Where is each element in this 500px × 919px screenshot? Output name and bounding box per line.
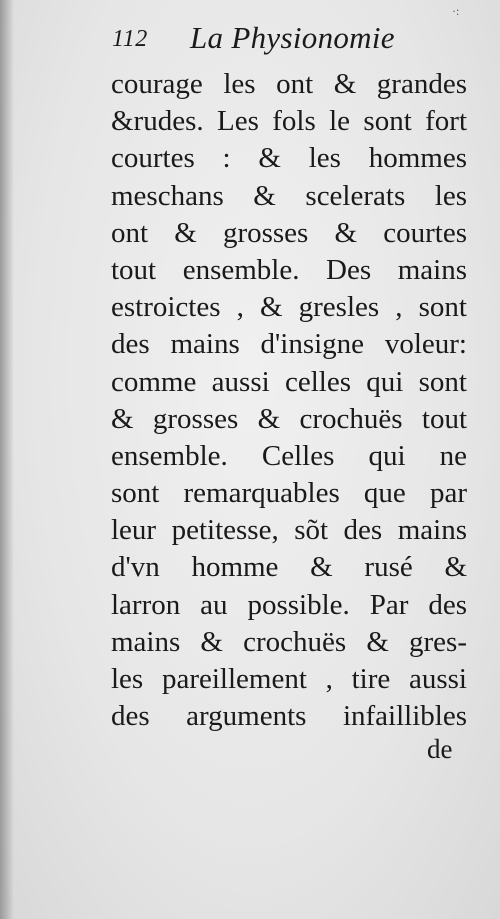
page-number: 112: [112, 26, 148, 52]
text-line: les pareillement , tire aussi: [111, 663, 467, 695]
text-line: ont & grosses & courtes: [111, 216, 467, 249]
text-line: leur petitesse, sõt des mains: [111, 514, 467, 547]
corner-mark: ·:: [452, 4, 460, 18]
text-line: & grosses & crochuës tout: [111, 402, 467, 435]
text-line: ensemble. Celles qui ne: [111, 439, 467, 472]
text-line: des arguments infaillibles: [111, 700, 467, 733]
text-line: d'vn homme & rusé &: [111, 551, 467, 584]
page-header: [112, 20, 472, 60]
body-text: [111, 66, 467, 735]
text-line: &rudes. Les fols le sont fort: [111, 105, 467, 138]
text-line: estroictes , & gresles , sont: [111, 291, 467, 324]
text-line: sont remarquables que par: [111, 477, 467, 510]
text-line: des mains d'insigne voleur:: [111, 328, 467, 361]
text-line: tout ensemble. Des mains: [111, 253, 467, 286]
text-line: mains & crochuës & gres-: [111, 625, 467, 658]
catchword: de: [427, 734, 453, 764]
gutter-shadow: [0, 0, 14, 919]
text-line: meschans & scelerats les: [111, 179, 467, 212]
text-line: comme aussi celles qui sont: [111, 365, 467, 398]
text-line: courage les ont & grandes: [111, 68, 467, 100]
running-title: La Physionomie: [190, 20, 395, 55]
text-line: larron au possible. Par des: [111, 588, 467, 621]
text-line: courtes : & les hommes: [111, 142, 467, 175]
